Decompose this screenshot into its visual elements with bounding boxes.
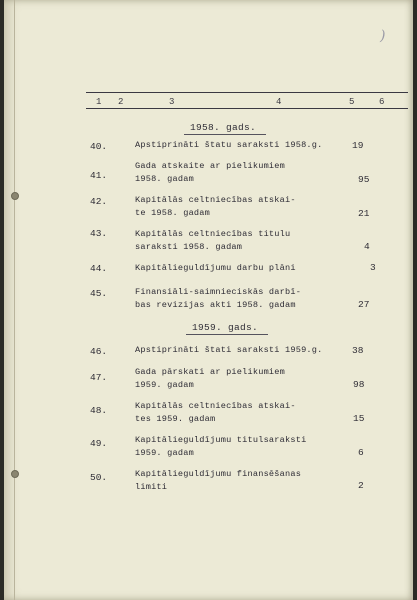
- row-number: 47.: [90, 372, 108, 383]
- punch-hole: [11, 192, 19, 200]
- row-number: 41.: [90, 170, 108, 181]
- col-header-1: 1: [96, 97, 102, 107]
- row-title: Gada atskaite ar pielikumiem 1958. gadam: [135, 161, 285, 184]
- row-title: Kapitālās celtniecības atskai- tes 1959. gadam: [135, 401, 296, 424]
- header-rule-top: [86, 92, 408, 93]
- section-heading: 1959. gads.: [192, 322, 259, 333]
- punch-hole: [11, 470, 19, 478]
- section-underline: [184, 134, 266, 135]
- col-header-5: 5: [349, 97, 355, 107]
- row-number: 45.: [90, 288, 108, 299]
- row-page: 27: [358, 299, 370, 310]
- row-page: 15: [353, 413, 365, 424]
- col-header-2: 2: [118, 97, 124, 107]
- row-number: 50.: [90, 472, 108, 483]
- row-page: 3: [370, 262, 376, 273]
- row-page: 2: [358, 480, 364, 491]
- row-title: Apstiprināti štatu saraksti 1958.g.: [135, 140, 323, 150]
- document-page: [4, 0, 413, 600]
- row-number: 44.: [90, 263, 108, 274]
- col-header-4: 4: [276, 97, 282, 107]
- row-page: 6: [358, 447, 364, 458]
- row-number: 46.: [90, 346, 108, 357]
- section-underline: [186, 334, 268, 335]
- pencil-mark: ): [380, 28, 386, 44]
- row-title: Kapitālieguldījumu finansēšanas limiti: [135, 469, 302, 492]
- row-number: 43.: [90, 228, 108, 239]
- row-page: 95: [358, 174, 370, 185]
- row-title: Finansiāli-saimnieciskās darbī- bas revizijas akti 1958. gadam: [135, 287, 302, 310]
- row-title: Gada pārskati ar pielikumiem 1959. gadam: [135, 367, 285, 390]
- row-number: 49.: [90, 438, 108, 449]
- section-heading: 1958. gads.: [190, 122, 257, 133]
- row-title: Kapitālieguldījumu darbu plāni: [135, 263, 296, 273]
- row-page: 21: [358, 208, 370, 219]
- binding-edge: [14, 0, 15, 600]
- header-rule-bottom: [86, 108, 408, 109]
- row-number: 48.: [90, 405, 108, 416]
- row-page: 38: [352, 345, 364, 356]
- row-number: 40.: [90, 141, 108, 152]
- row-page: 19: [352, 140, 364, 151]
- row-number: 42.: [90, 196, 108, 207]
- row-title: Kapitālās celtniecības atskai- te 1958. gadam: [135, 195, 296, 218]
- row-page: 98: [353, 379, 365, 390]
- row-title: Apstiprināti štati saraksti 1959.g.: [135, 345, 323, 355]
- col-header-6: 6: [379, 97, 385, 107]
- row-title: Kapitālieguldījumu titulsaraksti 1959. gadam: [135, 435, 307, 458]
- col-header-3: 3: [169, 97, 175, 107]
- row-page: 4: [364, 241, 370, 252]
- row-title: Kapitālās celtniecības titulu saraksti 1958. gadam: [135, 229, 291, 252]
